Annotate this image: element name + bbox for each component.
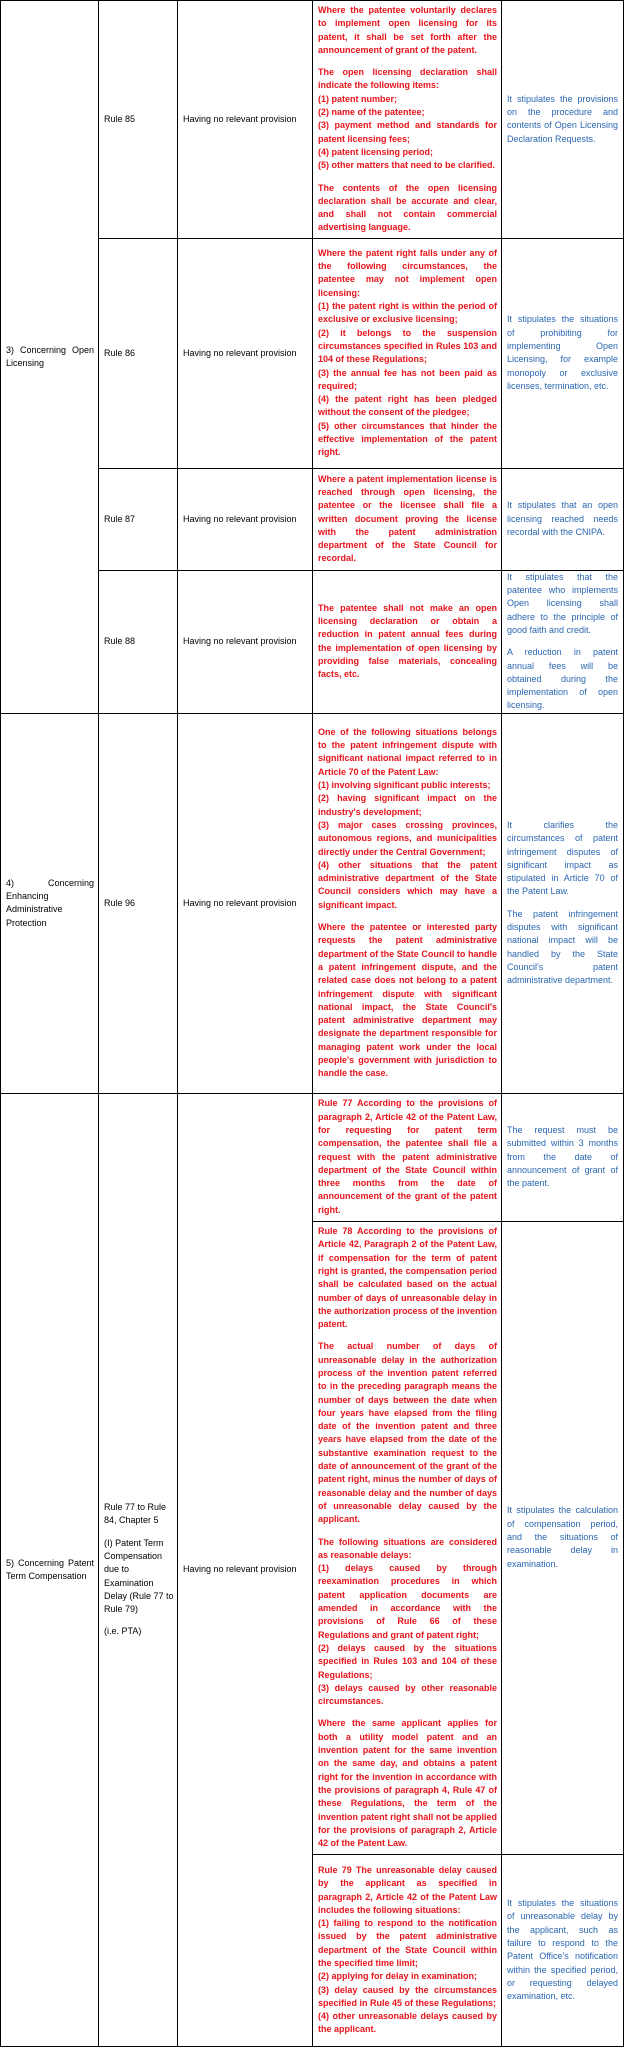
text-line: Rule 79 The unreasonable delay caused by the applicant as specified in paragraph 2, Article 42 of the Patent Law includes the following situations: <box>318 1864 497 1915</box>
paragraph <box>318 921 497 1081</box>
paragraph <box>318 1097 497 1217</box>
paragraph <box>507 313 618 393</box>
rule-number-cell <box>99 238 178 468</box>
paragraph <box>318 1717 497 1850</box>
text-line: Where the patentee voluntarily declares to implement open licensing for its patent, it shall be set forth after the announcement of grant of the patent. <box>318 5 497 55</box>
new-provision-cell <box>313 570 502 713</box>
text-line: (1) the patent right is within the period of exclusive or exclusive licensing; <box>318 301 497 325</box>
category-cell-patent-term-compensation <box>1 1093 99 2046</box>
old-provision-cell <box>178 468 313 570</box>
text-line: (2) name of the patentee; <box>318 107 425 118</box>
commentary-cell <box>502 1221 624 1854</box>
commentary-cell <box>502 468 624 570</box>
old-provision-cell <box>178 1 313 239</box>
rule-number-cell <box>99 1093 178 2046</box>
text-line: (2) applying for delay in examination; <box>318 1971 478 1982</box>
new-provision-cell <box>313 1093 502 1221</box>
paragraph <box>507 908 618 988</box>
text-line: It stipulates the calculation of compensation period, and the situations of reasonable delay in examination. <box>507 1505 618 1569</box>
text-line: The open licensing declaration shall indicate the following items: <box>318 67 497 91</box>
new-provision-cell <box>313 1221 502 1854</box>
paragraph <box>507 1504 618 1570</box>
commentary-cell <box>502 570 624 713</box>
rule-number-cell <box>99 570 178 713</box>
table-row-rule-85 <box>1 1 624 239</box>
table-row-rule-96 <box>1 713 624 1093</box>
text-line: It stipulates the provisions on the procedure and contents of Open Licensing Declaration Requests. <box>507 93 618 144</box>
text-line: Rule 77 According to the provisions of paragraph 2, Article 42 of the Patent Law, for requesting for patent term compensation, the patentee shall file a request with the patent administrative department of the State Council within three months from the date of announcement of the grant of the patent right. <box>318 1098 497 1215</box>
paragraph <box>318 247 497 460</box>
text-line: Where the patent right falls under any of the following circumstances, the patentee may not implement open licensing: <box>318 247 497 298</box>
rule-number: Rule 88 <box>104 636 136 647</box>
paragraph <box>507 1897 618 2003</box>
rule-number-cell <box>99 713 178 1093</box>
text-line: (3) delays caused by other reasonable circumstances. <box>318 1682 497 1707</box>
table-row-rule-77 <box>1 1093 624 1221</box>
old-provision-cell <box>178 713 313 1093</box>
text-line: It clarifies the circumstances of patent infringement disputes of significant impact as stipulated in Article 70 of the Patent Law. <box>507 819 618 897</box>
paragraph <box>507 646 618 712</box>
new-provision-cell <box>313 468 502 570</box>
text-line: Where the patentee or interested party requests the patent administrative department of the State Council to handle a patent infringement dispute, and the related case does not belong to a patent infringement dispute with significant national impact, the State Council's patent administrative department may designate the department responsible for managing patent work under the local people's government with jurisdiction to handle the case. <box>318 922 497 1079</box>
paragraph <box>318 1340 497 1526</box>
rule-number-cell <box>99 468 178 570</box>
new-provision-cell <box>313 1854 502 2046</box>
commentary-cell <box>502 1 624 239</box>
text-line: (5) other circumstances that hinder the effective implementation of the patent right. <box>318 420 497 458</box>
text-line: (1) failing to respond to the notification issued by the patent administrative department of the State Council within the specified time limit; <box>318 1918 497 1968</box>
text-line: The actual number of days of unreasonable delay in the authorization process of the invention patent referred to in the preceding paragraph means the number of days between the date when four years have elapsed from the filing date of the invention patent and three years have elapsed from the date of the substantive examination request to the date of announcement of the grant of the patent right, minus the number of days of reasonable delay and the number of days of unreasonable delay caused by the applicant. <box>318 1341 497 1525</box>
text-line: (4) patent licensing period; <box>318 146 434 157</box>
paragraph <box>318 602 497 682</box>
text-line: Rule 78 According to the provisions of Article 42, Paragraph 2 of the Patent Law, if compensation for the term of patent right is granted, the compensation period shall be calculated based on the actual number of days of unreasonable delay in the authorization process of the invention patent. <box>318 1226 498 1330</box>
old-provision-text: Having no relevant provision <box>183 347 297 358</box>
paragraph <box>318 1864 497 2037</box>
rule-number-line: Rule 77 to Rule 84, Chapter 5 <box>104 1502 167 1526</box>
old-provision-text: Having no relevant provision <box>183 897 297 908</box>
category-label: 3) Concerning Open Licensing <box>6 344 94 368</box>
text-line: (2) having significant impact on the industry's development; <box>318 793 497 817</box>
paragraph <box>507 93 618 146</box>
text-line: The patent infringement disputes with significant national impact will be handled by the State Council's patent administrative department. <box>507 908 618 986</box>
category-cell-administrative-protection <box>1 713 99 1093</box>
text-line: One of the following situations belongs to the patent infringement dispute with significant national impact referred to in Article 70 of the Patent Law: <box>318 726 497 777</box>
paragraph <box>318 66 497 172</box>
text-line: The contents of the open licensing declaration shall be accurate and clear, and shall not contain commercial advertising language. <box>318 182 497 233</box>
text-line: (4) other situations that the patent administrative department of the State Council considers which may have a significant impact. <box>318 859 497 910</box>
text-line: (3) major cases crossing provinces, autonomous regions, and municipalities directly under the Central Government; <box>318 819 497 857</box>
old-provision-text: Having no relevant provision <box>183 113 297 124</box>
text-line: (2) delays caused by the situations specified in Rules 103 and 104 of these Regulations; <box>318 1642 497 1680</box>
text-line: (3) the annual fee has not been paid as required; <box>318 367 497 391</box>
text-line: It stipulates the situations of unreasonable delay by the applicant, such as failure to respond to the Patent Office's notification within the specified period, or requesting delayed examination, etc. <box>507 1898 618 2002</box>
rule-number: Rule 86 <box>104 347 136 358</box>
text-line: It stipulates the situations of prohibiting for implementing Open Licensing, for example monopoly or exclusive licenses, termination, etc. <box>507 314 618 391</box>
rule-number-cell <box>99 1 178 239</box>
rule-number: Rule 96 <box>104 897 136 908</box>
commentary-cell <box>502 713 624 1093</box>
category-label: 4) Concerning Enhancing Administrative Protection <box>6 877 94 928</box>
paragraph <box>318 4 497 57</box>
text-line: (1) delays caused by through reexamination procedures in which patent application documents are amended in accordance with the provisions of Rule 66 of these Regulations and grant of patent right; <box>318 1563 497 1640</box>
text-line: (4) other unreasonable delays caused by the applicant. <box>318 2011 497 2035</box>
commentary-cell <box>502 1854 624 2046</box>
paragraph <box>507 499 618 539</box>
paragraph <box>507 819 618 899</box>
text-line: Where a patent implementation license is reached through open licensing, the patentee or the licensee shall file a written document proving the license with the patent administration department of the State Council for recordal. <box>318 473 497 564</box>
old-provision-cell <box>178 238 313 468</box>
old-provision-text: Having no relevant provision <box>183 1564 297 1575</box>
text-line: The patentee shall not make an open licensing declaration or obtain a reduction in patent annual fees during the implementation of open licensing by providing false materials, concealing facts, etc. <box>318 602 497 680</box>
text-line: It stipulates that an open licensing reached needs recordal with the CNIPA. <box>507 500 618 537</box>
paragraph <box>318 726 497 912</box>
paragraph <box>318 182 497 235</box>
category-cell-open-licensing <box>1 1 99 714</box>
paragraph <box>507 571 618 637</box>
old-provision-cell <box>178 570 313 713</box>
rule-number-line: (i.e. PTA) <box>104 1626 142 1637</box>
text-line: A reduction in patent annual fees will be obtained during the implementation of open licensing. <box>507 647 618 711</box>
category-label: 5) Concerning Patent Term Compensation <box>6 1557 94 1581</box>
rule-number: Rule 87 <box>104 513 136 524</box>
paragraph <box>318 1225 497 1331</box>
text-line: The following situations are considered as reasonable delays: <box>318 1536 497 1560</box>
text-line: The request must be submitted within 3 months from the date of announcement of grant of the patent. <box>507 1124 618 1189</box>
old-provision-text: Having no relevant provision <box>183 513 297 524</box>
paragraph <box>318 473 497 566</box>
text-line: (4) the patent right has been pledged without the consent of the pledgee; <box>318 394 497 418</box>
new-provision-cell <box>313 238 502 468</box>
rule-number-line: (Ⅰ) Patent Term Compensation due to Examination Delay (Rule 77 to Rule 79) <box>104 1537 174 1615</box>
text-line: It stipulates that the patentee who implements Open licensing shall adhere to the principle of good faith and credit. <box>507 571 618 635</box>
text-line: (1) involving significant public interests; <box>318 780 491 791</box>
new-provision-cell <box>313 1 502 239</box>
text-line: (2) it belongs to the suspension circumstances specified in Rules 103 and 104 of these Regulations; <box>318 327 497 365</box>
old-provision-text: Having no relevant provision <box>183 636 297 647</box>
old-provision-cell <box>178 1093 313 2046</box>
new-provision-cell <box>313 713 502 1093</box>
paragraph <box>507 1124 618 1190</box>
text-line: Where the same applicant applies for both a utility model patent and an invention patent for the same invention on the same day, and obtains a patent right for the invention in accordance with the provisions of paragraph 4, Rule 47 of these Regulations, the term of the invention patent right shall not be applied for the provisions of paragraph 2, Article 42 of the Patent Law. <box>318 1718 497 1849</box>
commentary-cell <box>502 238 624 468</box>
text-line: (1) patent number; <box>318 93 398 104</box>
paragraph <box>318 1536 497 1709</box>
text-line: (3) payment method and standards for patent licensing fees; <box>318 120 497 144</box>
text-line: (5) other matters that need to be clarified. <box>318 160 496 171</box>
commentary-cell <box>502 1093 624 1221</box>
rule-number: Rule 85 <box>104 113 136 124</box>
text-line: (3) delay caused by the circumstances specified in Rule 45 of these Regulations; <box>318 1984 497 2008</box>
